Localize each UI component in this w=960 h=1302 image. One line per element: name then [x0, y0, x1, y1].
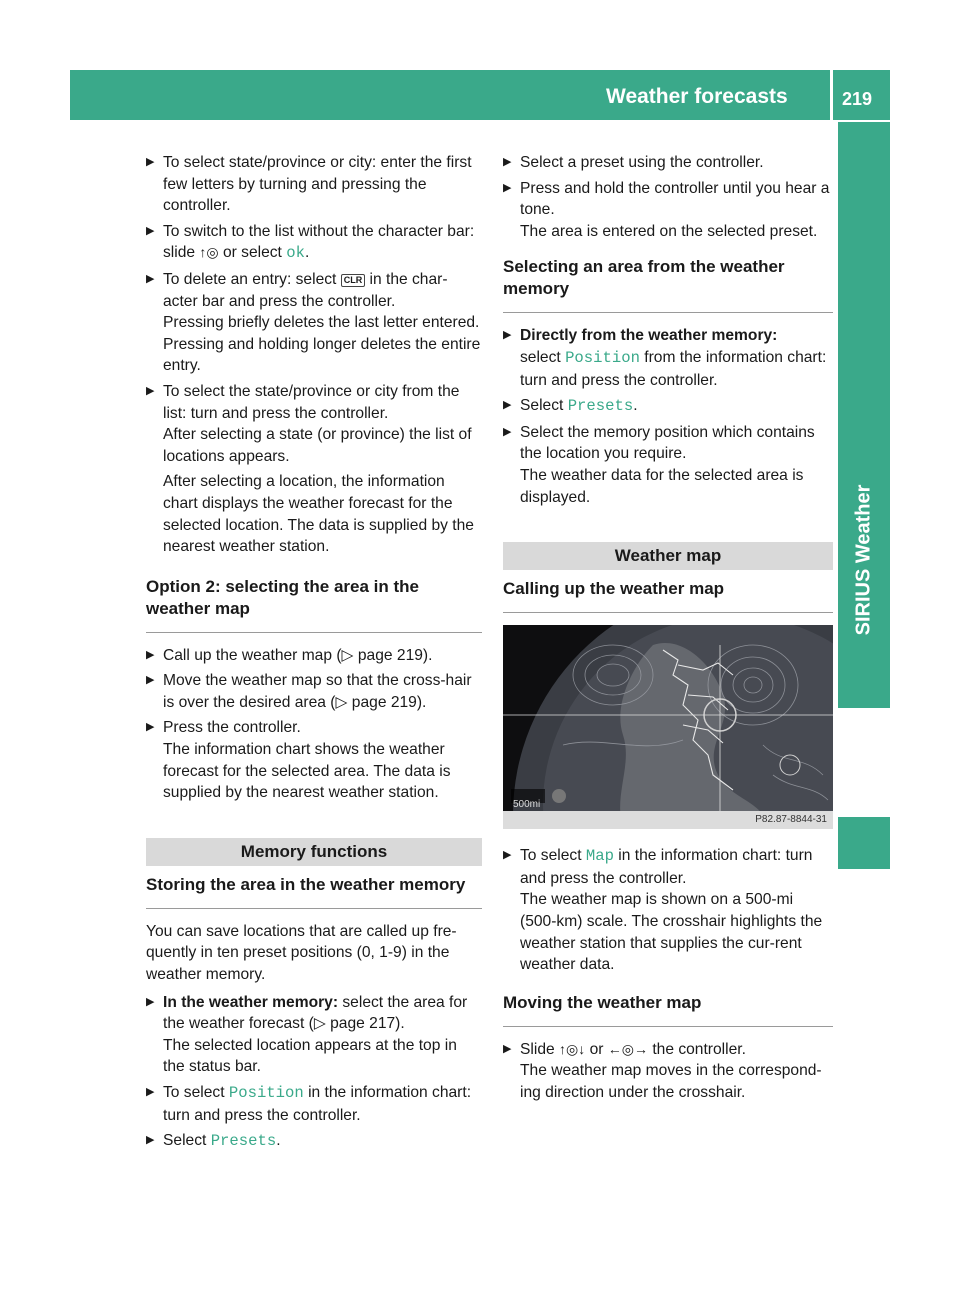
step-arrow-icon: ▶: [503, 1042, 512, 1055]
map-scale-label: 500mi: [513, 799, 541, 811]
step-arrow-icon: ▶: [146, 272, 155, 285]
header-divider: [830, 70, 833, 120]
figure-code: P82.87-8844-31: [503, 811, 833, 829]
step-arrow-icon: ▶: [146, 156, 155, 168]
instruction-step: ▶ Directly from the weather memory: select Position from the information chart: turn and press the controller.: [503, 327, 827, 389]
step-arrow-icon: ▶: [503, 425, 512, 438]
instruction-step: ▶ Slide ↑◎↓ or ←◎→ the controller. The weather map moves in the correspond-ing direction under the crosshair.: [503, 1040, 822, 1101]
controller-up-down-icon: ↑◎↓: [559, 1040, 586, 1057]
step-arrow-icon: ▶: [146, 1086, 155, 1098]
page-number: 219: [842, 89, 873, 109]
instruction-step: ▶ In the weather memory: select the area for the weather forecast (▷ page 217). The selected location appears at the top in the status bar.: [146, 993, 468, 1076]
step-arrow-icon: ▶: [146, 648, 155, 661]
controller-left-right-icon: ←◎→: [607, 1040, 648, 1057]
heading-selecting: Selecting an area from the weather memory: [503, 256, 833, 313]
instruction-step: ▶ Select the memory position which contains the location you require. The weather data for the selected area is displayed.: [503, 423, 815, 506]
heading-storing: Storing the area in the weather memory: [146, 874, 482, 909]
display-text-position: Position: [228, 1084, 304, 1102]
heading-option2: Option 2: selecting the area in the weather map: [146, 576, 482, 633]
instruction-step: ▶ Select Presets.: [503, 397, 638, 416]
paragraph-storing: You can save locations that are called up fre-quently in ten preset positions (0, 1-9) in the weather memory.: [146, 922, 457, 984]
step-arrow-icon: ▶: [146, 995, 155, 1008]
instruction-step: ▶ Press the controller. The information chart shows the weather forecast for the selected area. The data is supplied by the nearest weather station.: [146, 719, 451, 802]
step-arrow-icon: ▶: [503, 156, 512, 168]
left-column: [146, 152, 482, 1157]
step-arrow-icon: ▶: [146, 384, 155, 397]
section-title: Weather forecasts: [606, 85, 788, 108]
display-text-position: Position: [565, 348, 640, 367]
clr-key-icon: CLR: [341, 274, 366, 287]
step-arrow-icon: ▶: [503, 181, 512, 194]
instruction-step: ▶ To select the state/province or city from the list: turn and press the controller. After selecting a state (or province) the list of locations appears. After selecting a location, the information chart displays the weather forecast for the selected location. The data is supplied by the nearest weather station.: [146, 382, 474, 556]
right-column: [503, 152, 833, 1107]
instruction-step: ▶ Select Presets.: [146, 1132, 281, 1151]
chapter-marker: [838, 817, 890, 869]
instruction-step: ▶ Call up the weather map (▷ page 219).: [146, 645, 482, 667]
display-text-presets: Presets: [567, 397, 634, 416]
step-arrow-icon: ▶: [146, 721, 155, 734]
instruction-step: ▶ To select Position in the information chart: turn and press the controller.: [146, 1084, 472, 1124]
display-text-ok: ok: [286, 244, 305, 263]
instruction-step: ▶ To switch to the list without the character bar: slide ↑◎ or select ok.: [146, 222, 475, 263]
heading-moving: Moving the weather map: [503, 992, 833, 1027]
instruction-step: ▶ Select a preset using the controller.: [503, 152, 833, 174]
section-bar-memory: Memory functions: [146, 838, 482, 866]
step-arrow-icon: ▶: [503, 329, 512, 342]
instruction-step: ▶ Press and hold the controller until you hear a tone. The area is entered on the selected preset.: [503, 179, 830, 240]
instruction-step: ▶ Move the weather map so that the cross-hair is over the desired area (▷ page 219).: [146, 672, 472, 711]
instruction-step: ▶ To select Map in the information chart: turn and press the controller. The weather map is shown on a 500-mi (500-km) scale. The crosshair highlights the weather station that supplies the cur-rent weather data.: [503, 847, 823, 974]
display-text-map: Map: [585, 847, 614, 866]
step-arrow-icon: ▶: [503, 849, 512, 862]
heading-calling: Calling up the weather map: [503, 578, 833, 613]
section-bar-weather-map: Weather map: [503, 542, 833, 570]
weather-map-graphic: [503, 625, 833, 829]
controller-up-icon: ↑◎: [199, 244, 219, 261]
display-text-presets: Presets: [210, 1132, 277, 1151]
step-arrow-icon: ▶: [146, 674, 155, 687]
step-arrow-icon: ▶: [503, 399, 512, 412]
instruction-step: ▶ To select state/province or city: enter the first few letters by turning and pressing the controller.: [146, 154, 472, 215]
instruction-step: ▶ To delete an entry: select CLR in the char-acter bar and press the controller. Pressing briefly deletes the last letter entered. Pressing and holding longer deletes the entire entry.: [146, 270, 481, 375]
chapter-tab-label: SIRIUS Weather: [852, 484, 875, 636]
step-arrow-icon: ▶: [146, 1134, 155, 1147]
weather-map-image: [503, 625, 833, 829]
step-arrow-icon: ▶: [146, 224, 155, 237]
